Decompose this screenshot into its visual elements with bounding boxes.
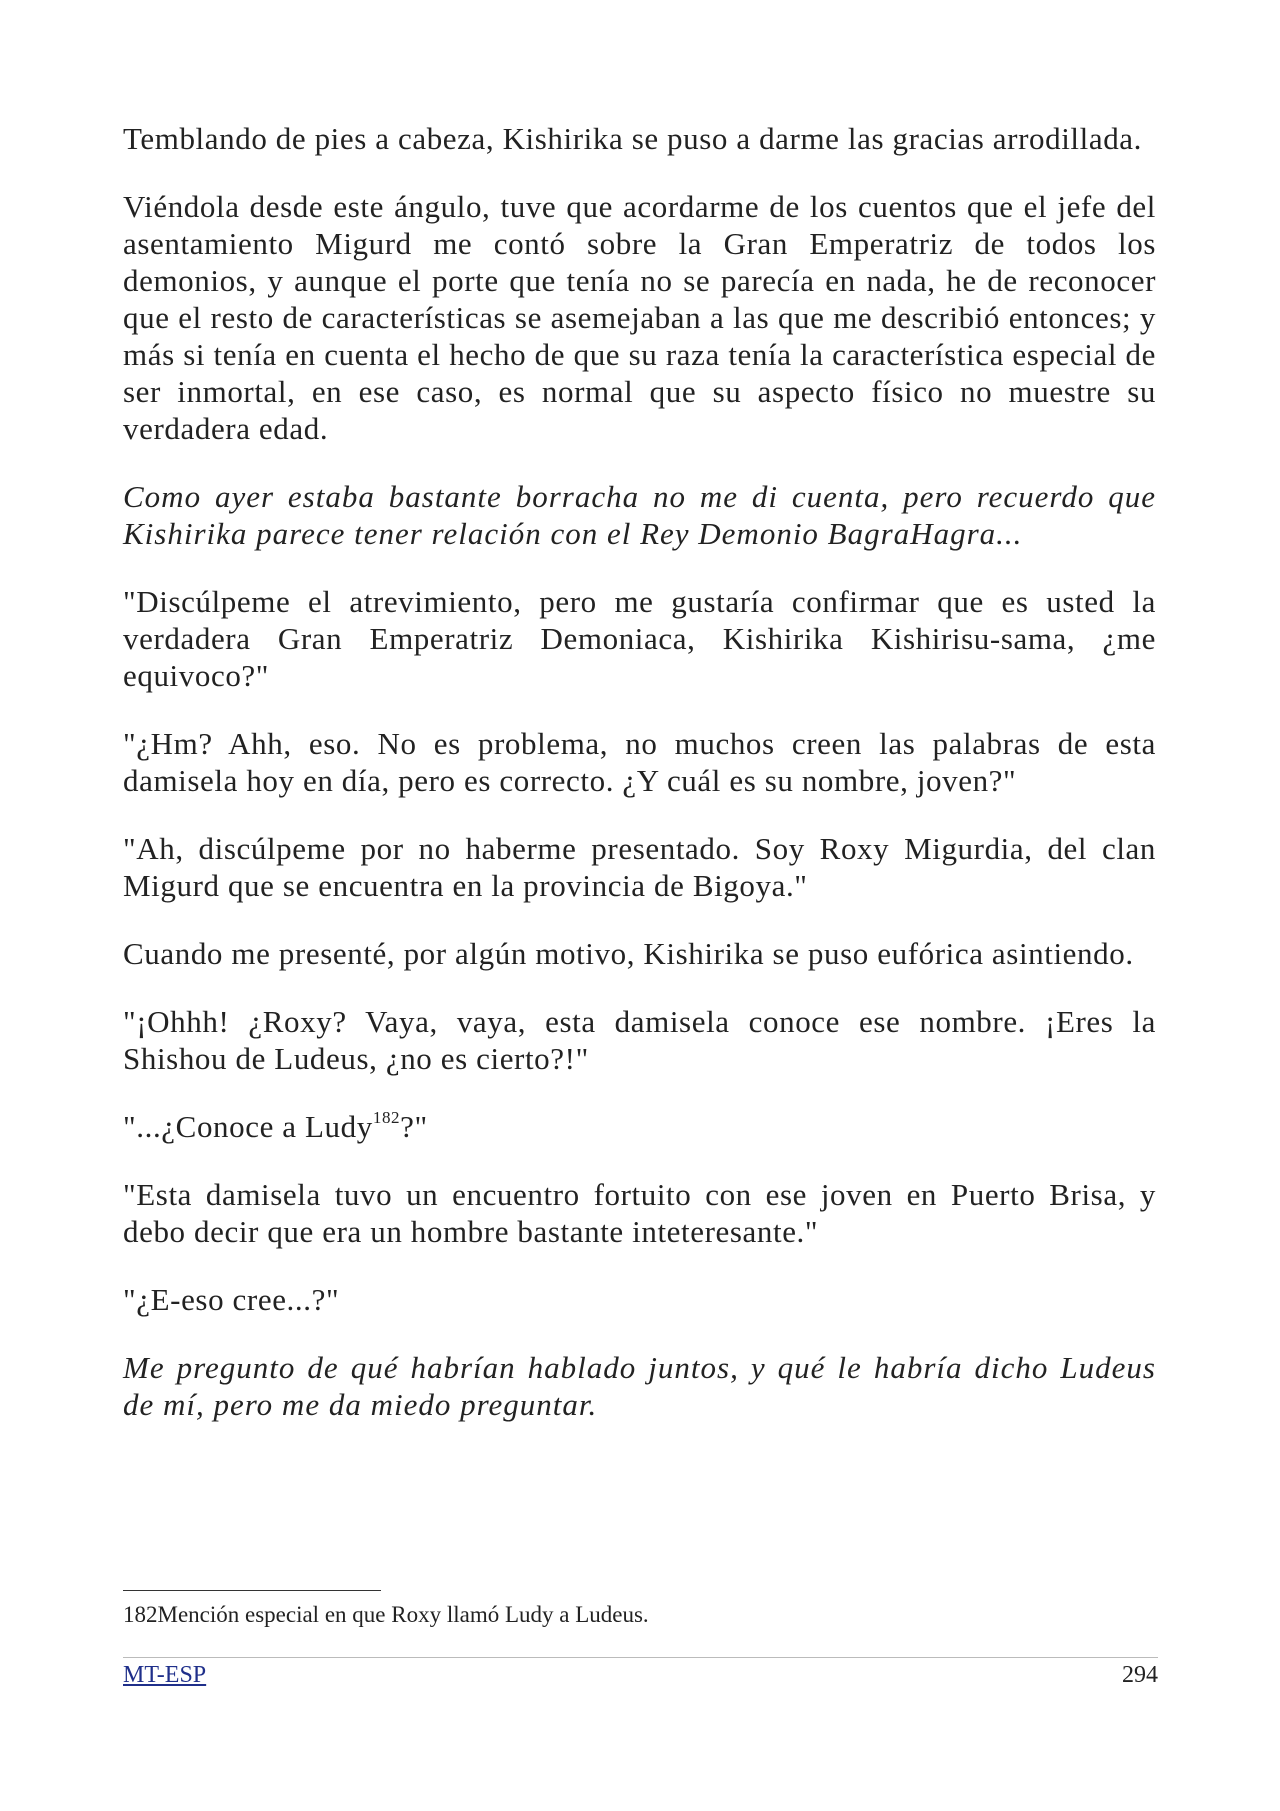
footnote-text: 182Mención especial en que Roxy llamó Ludy a Ludeus. [123, 1602, 649, 1627]
dialogue-eso-cree: "¿E-eso cree...?" [123, 1282, 340, 1317]
dialogue-conoce-ludy-text: "...¿Conoce a Ludy [123, 1109, 373, 1144]
dialogue-hm-ahh: "¿Hm? Ahh, eso. No es problema, no muchos creen las palabras de esta damisela hoy en día, pero es correcto. ¿Y cuál es su nombre, joven?" [123, 726, 1156, 798]
footnote-reference[interactable]: 182 [372, 1107, 401, 1127]
paragraph-trembling: Temblando de pies a cabeza, Kishirika se puso a darme las gracias arrodillada. [123, 121, 1143, 156]
dialogue-conoce-ludy-end: ?" [400, 1109, 428, 1144]
footnote-separator [123, 1590, 381, 1591]
paragraph-viewing-angle: Viéndola desde este ángulo, tuve que acordarme de los cuentos que el jefe del asentamiento Migurd me contó sobre la Gran Emperatriz de todos los demonios, y aunque el porte que tenía no se parecía en nada, he de reconocer que el resto de características se asemejaban a las que me describió entonces; y más si tenía en cuenta el hecho de que su raza tenía la característica especial de ser inmortal, en ese caso, es normal que su aspecto físico no muestre su verdadera edad. [123, 189, 1156, 446]
thought-drunk-yesterday: Como ayer estaba bastante borracha no me di cuenta, pero recuerdo que Kishirika parece tener relación con el Rey Demonio BagraHagra... [123, 479, 1156, 551]
dialogue-ohhh-roxy: "¡Ohhh! ¿Roxy? Vaya, vaya, esta damisela conoce ese nombre. ¡Eres la Shishou de Ludeus, ¿no es cierto?!" [123, 1004, 1156, 1076]
paragraph-euphoric: Cuando me presenté, por algún motivo, Kishirika se puso eufórica asintiendo. [123, 936, 1134, 971]
footer-site-link[interactable]: MT-ESP [123, 1662, 207, 1688]
footer-divider [123, 1657, 1158, 1658]
dialogue-excuse-me: "Discúlpeme el atrevimiento, pero me gustaría confirmar que es usted la verdadera Gran Emperatriz Demoniaca, Kishirika Kishirisu-sama, ¿me equivoco?" [123, 584, 1156, 693]
dialogue-conoce-ludy [123, 1108, 1156, 1145]
dialogue-introduction: "Ah, discúlpeme por no haberme presentado. Soy Roxy Migurdia, del clan Migurd que se encuentra en la provincia de Bigoya." [123, 831, 1156, 903]
page-number: 294 [1122, 1662, 1158, 1688]
thought-what-they-talked: Me pregunto de qué habrían hablado juntos, y qué le habría dicho Ludeus de mí, pero me da miedo preguntar. [123, 1350, 1156, 1422]
dialogue-puerto-brisa: "Esta damisela tuvo un encuentro fortuito con ese joven en Puerto Brisa, y debo decir que era un hombre bastante inteteresante." [123, 1177, 1156, 1249]
body-text [123, 120, 1156, 1454]
